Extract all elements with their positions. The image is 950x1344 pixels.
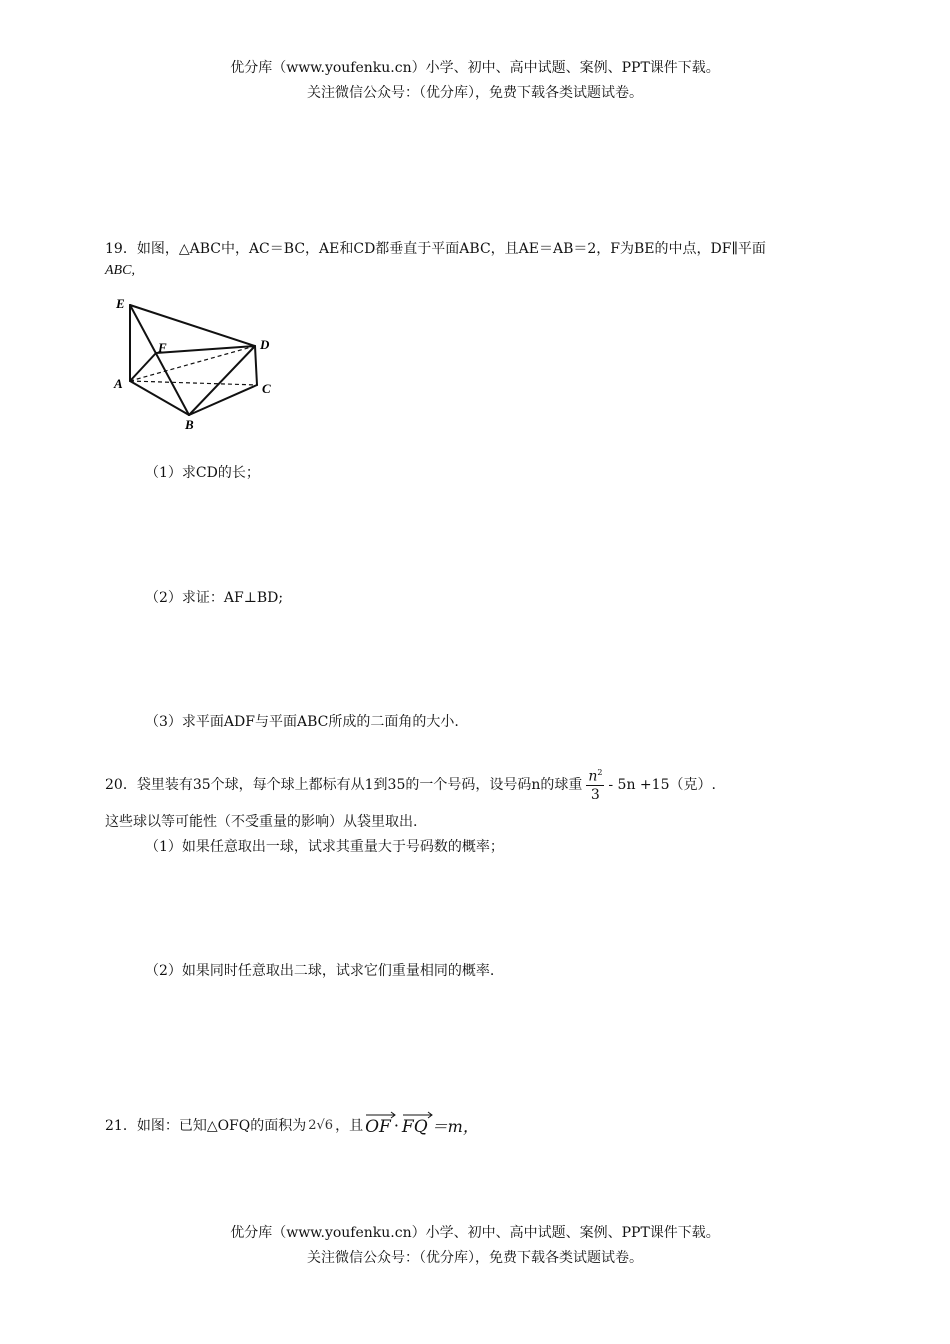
edge-bc xyxy=(189,385,257,415)
q21-vector-of xyxy=(365,1113,391,1137)
label-E: E xyxy=(116,296,125,311)
footer-line-1: 优分库（www.youfenku.cn）小学、初中、高中试题、案例、PPT课件下载。 xyxy=(230,1225,720,1241)
footer-line-2: 关注微信公众号：（优分库），免费下载各类试题试卷。 xyxy=(307,1250,643,1266)
q21-text-a: 21．如图：已知△OFQ的面积为 xyxy=(105,1118,307,1134)
label-D: D xyxy=(260,337,270,352)
q20-frac-exponent: 2 xyxy=(597,767,603,777)
q19-stem-line-1: 19．如图，△ABC中，AC＝BC，AE和CD都垂直于平面ABC，且AE＝AB＝2，F为BE的中点，DF∥平面 xyxy=(105,241,766,257)
edge-fa xyxy=(130,353,156,381)
q19-part-3: （3）求平面ADF与平面ABC所成的二面角的大小. xyxy=(145,714,459,730)
label-F: F xyxy=(158,340,167,355)
vector-arrow-icon xyxy=(402,1111,434,1119)
q21-area-value: 2√6 xyxy=(308,1117,334,1133)
header-line-2: 关注微信公众号：（优分库），免费下载各类试题试卷。 xyxy=(307,85,643,101)
edge-fd xyxy=(156,346,255,353)
q21-text-b: ，且 xyxy=(335,1118,364,1134)
q20-fraction xyxy=(586,765,604,804)
label-B: B xyxy=(185,417,194,432)
q20-stem-line-1 xyxy=(105,764,716,804)
q21-dot: · xyxy=(393,1115,399,1135)
q20-part-2: （2）如果同时任意取出二球，试求它们重量相同的概率. xyxy=(145,963,495,979)
q20-part-1: （1）如果任意取出一球，试求其重量大于号码数的概率； xyxy=(145,839,504,855)
label-A: A xyxy=(114,376,123,391)
edge-bd xyxy=(189,346,255,415)
q20-stem-line-2: 这些球以等可能性（不受重量的影响）从袋里取出. xyxy=(105,814,418,830)
q20-frac-numerator: n xyxy=(588,768,598,785)
edge-ac-hidden xyxy=(130,381,257,385)
vector-arrow-icon xyxy=(365,1111,397,1119)
q21-vector-fq xyxy=(402,1113,428,1137)
label-C: C xyxy=(262,381,271,396)
q19-stem-line-2: ABC, xyxy=(105,263,135,278)
q21-vec2-label: FQ xyxy=(401,1117,428,1137)
q19-part-1: （1）求CD的长； xyxy=(145,465,260,481)
q21-vec1-label: OF xyxy=(365,1117,391,1137)
q20-frac-denominator: 3 xyxy=(590,787,600,804)
q19-part-2: （2）求证：AF⊥BD; xyxy=(145,590,284,606)
edge-dc xyxy=(255,346,257,385)
q19-figure xyxy=(108,292,283,434)
q20-stem-text-a: 20．袋里装有35个球，每个球上都标有从1到35的一个号码，设号码n的球重 xyxy=(105,777,583,793)
header-line-1: 优分库（www.youfenku.cn）小学、初中、高中试题、案例、PPT课件下载。 xyxy=(230,60,720,76)
q21-stem xyxy=(105,1110,479,1140)
q21-rhs: ＝m， xyxy=(431,1116,479,1136)
q20-stem-text-b: - 5n +15（克）. xyxy=(608,777,716,793)
